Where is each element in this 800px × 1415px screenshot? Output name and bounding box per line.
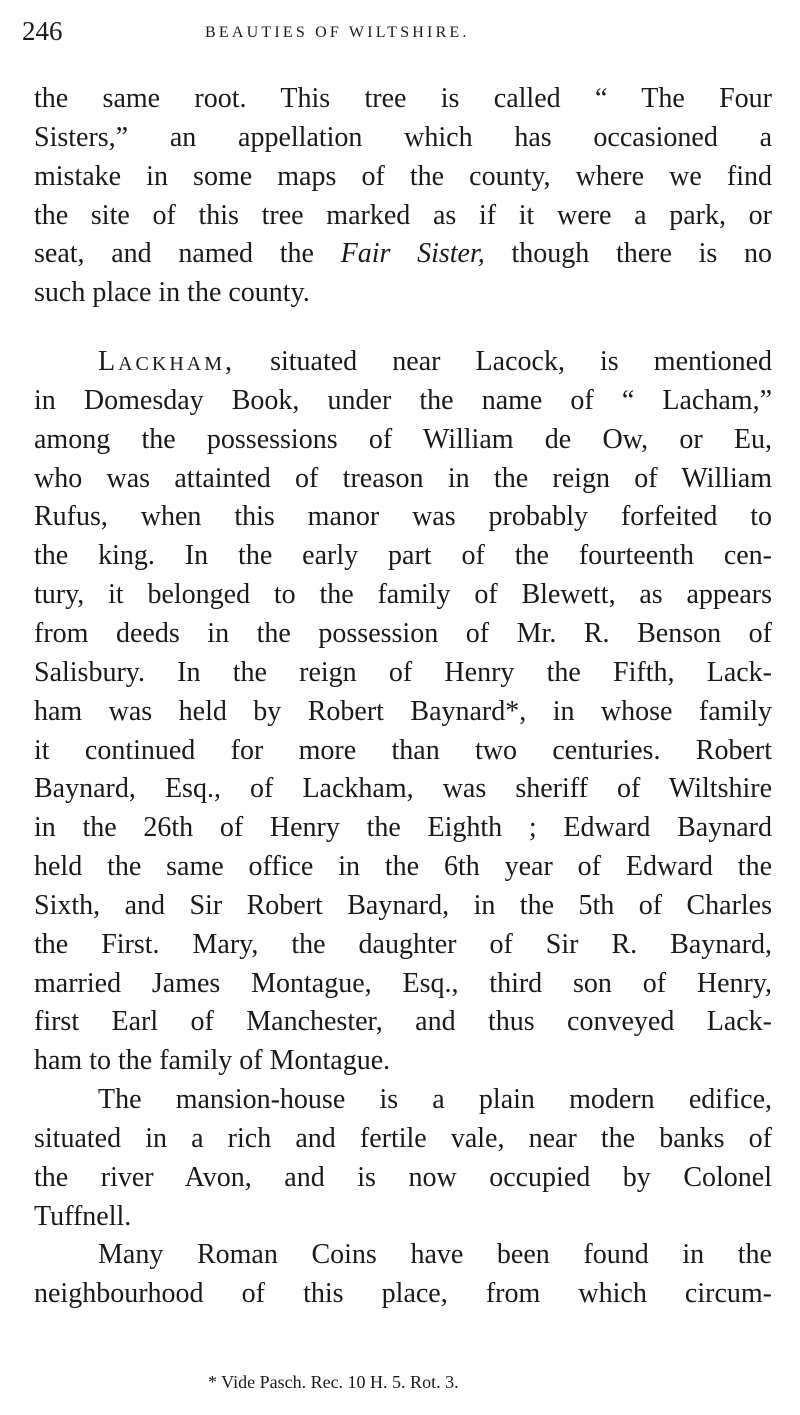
text-line: ham to the family of Montague.	[34, 1045, 391, 1077]
text-line: the site of this tree marked as if it were a park, or	[34, 199, 772, 231]
text-line: who was attainted of treason in the reign of William	[34, 462, 772, 494]
text-run: situated near Lacock, is mentioned	[235, 346, 772, 378]
text-line: married James Montague, Esq., third son of Henry,	[34, 967, 772, 999]
text-line: such place in the county.	[34, 277, 310, 309]
text-line: ham was held by Robert Baynard*, in whose family	[34, 695, 772, 727]
text-line: among the possessions of William de Ow, or Eu,	[34, 423, 772, 455]
text-line: Sisters,” an appellation which has occasioned a	[34, 121, 772, 153]
text-line	[34, 343, 772, 382]
text-line: situated in a rich and fertile vale, near the banks of	[34, 1122, 772, 1154]
text-line: Many Roman Coins have been found in the	[98, 1239, 772, 1271]
text-line	[34, 235, 772, 274]
italic-place-name: Fair Sister,	[340, 238, 485, 270]
text-line: Salisbury. In the reign of Henry the Fifth, Lack-	[34, 656, 772, 688]
text-line: Sixth, and Sir Robert Baynard, in the 5th of Charles	[34, 889, 772, 921]
running-head: BEAUTIES OF WILTSHIRE.	[205, 24, 470, 41]
text-line: first Earl of Manchester, and thus conveyed Lack-	[34, 1006, 772, 1038]
text-line: the First. Mary, the daughter of Sir R. Baynard,	[34, 928, 772, 960]
text-line: The mansion-house is a plain modern edifice,	[98, 1084, 772, 1116]
text-line: from deeds in the possession of Mr. R. Benson of	[34, 617, 772, 649]
text-run: seat, and named the	[34, 238, 341, 270]
text-line: tury, it belonged to the family of Blewett, as appears	[34, 579, 772, 611]
text-line: neighbourhood of this place, from which circum-	[34, 1278, 772, 1310]
text-line: in the 26th of Henry the Eighth ; Edward Baynard	[34, 812, 772, 844]
text-line: mistake in some maps of the county, where we find	[34, 160, 772, 192]
text-line: it continued for more than two centuries. Robert	[34, 734, 772, 766]
smallcaps-heading: Lackham,	[98, 346, 235, 378]
text-line: held the same office in the 6th year of Edward the	[34, 851, 772, 883]
body-text	[34, 80, 772, 1314]
text-line: Rufus, when this manor was probably forfeited to	[34, 501, 772, 533]
page-number: 246	[22, 16, 63, 46]
text-line: the same root. This tree is called “ The Four	[34, 83, 772, 114]
text-line: the river Avon, and is now occupied by Colonel	[34, 1161, 772, 1193]
footnote: * Vide Pasch. Rec. 10 H. 5. Rot. 3.	[208, 1372, 459, 1392]
text-line: the king. In the early part of the fourteenth cen-	[34, 540, 772, 572]
text-line: Baynard, Esq., of Lackham, was sheriff of Wiltshire	[34, 773, 772, 805]
text-run: though there is no	[484, 238, 772, 270]
text-line: Tuffnell.	[34, 1200, 132, 1232]
paragraph-gap	[34, 313, 772, 343]
text-line: in Domesday Book, under the name of “ Lacham,”	[34, 384, 772, 416]
